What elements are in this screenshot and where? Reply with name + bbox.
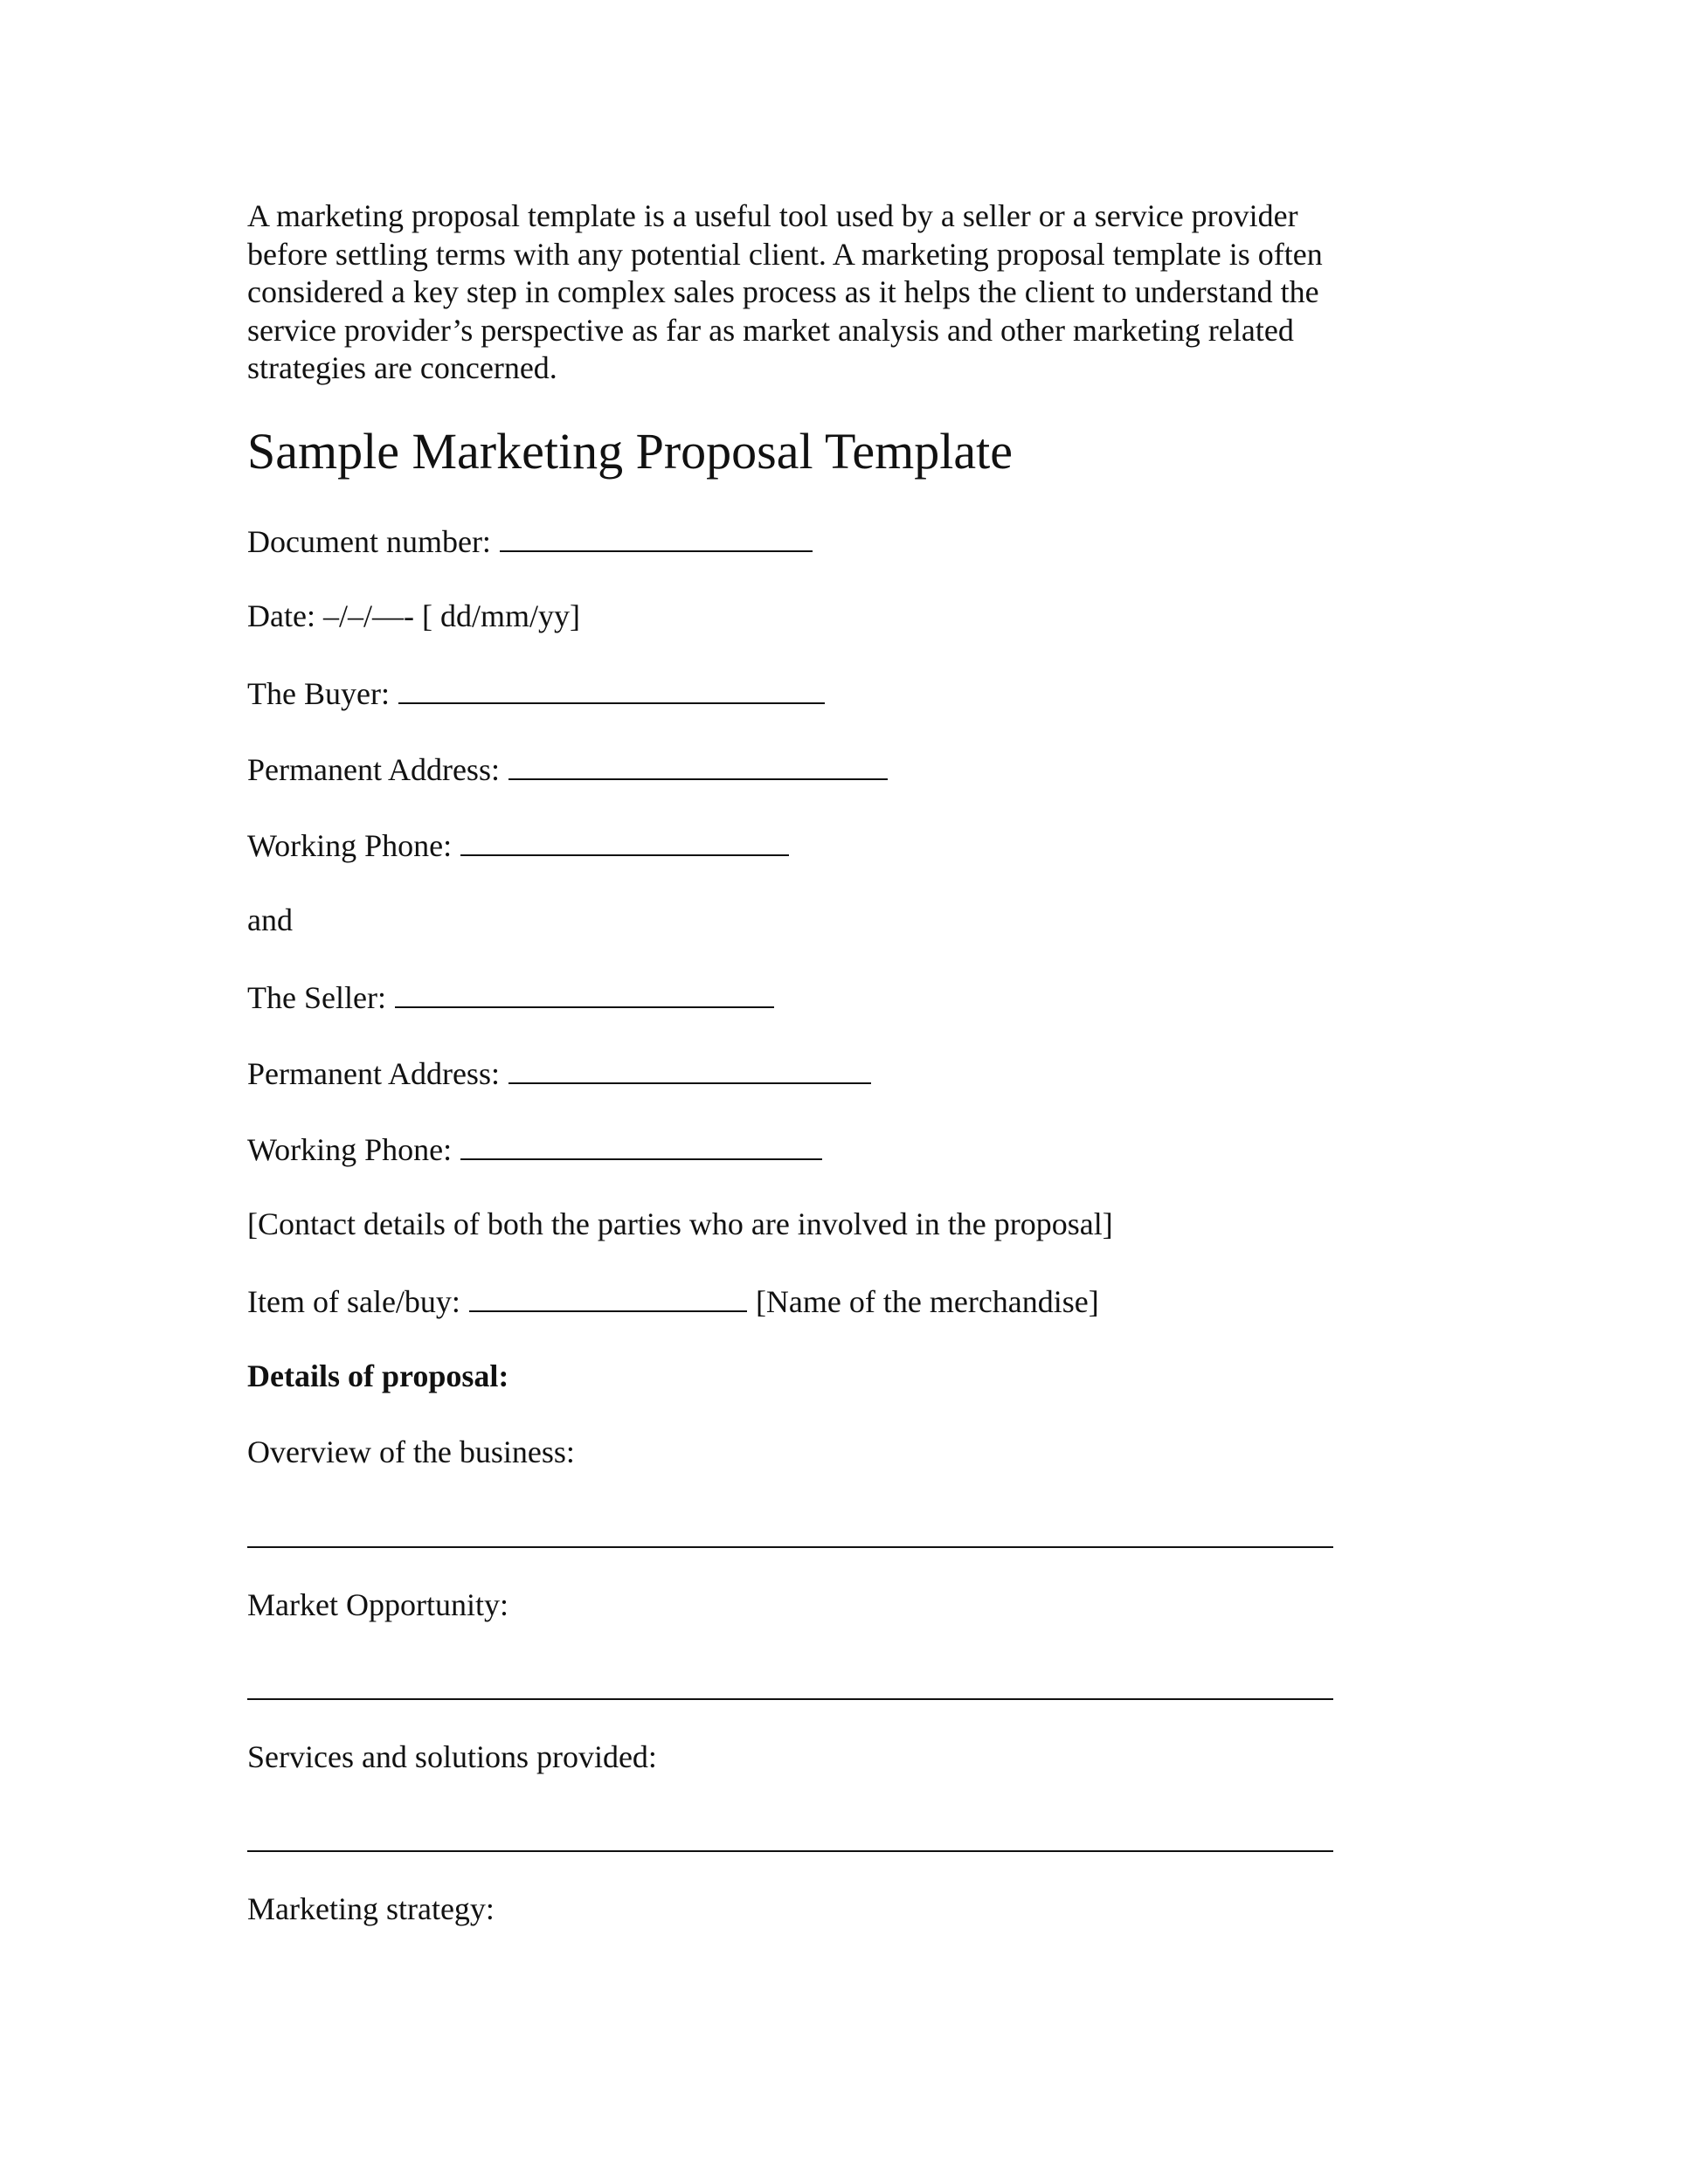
- buyer-address-label: Permanent Address:: [247, 752, 500, 787]
- intro-paragraph: [247, 197, 1470, 388]
- seller-address-blank[interactable]: [508, 1053, 871, 1084]
- services-label: Services and solutions provided:: [247, 1739, 657, 1774]
- document-number-blank[interactable]: [500, 521, 813, 552]
- intro-line: strategies are concerned.: [247, 350, 557, 385]
- buyer-phone-label: Working Phone:: [247, 828, 453, 863]
- strategy-label: Marketing strategy:: [247, 1891, 495, 1926]
- and-row: [247, 901, 293, 939]
- details-heading: Details of proposal:: [247, 1358, 509, 1393]
- seller-phone-label: Working Phone:: [247, 1132, 453, 1167]
- seller-address-row: [247, 1053, 871, 1093]
- services-answer-line[interactable]: [247, 1850, 1333, 1852]
- document-number-row: [247, 521, 813, 561]
- and-text: and: [247, 902, 293, 937]
- intro-line: before settling terms with any potential client. A marketing proposal template is often: [247, 236, 1323, 272]
- buyer-phone-blank[interactable]: [460, 825, 789, 856]
- overview-label: Overview of the business:: [247, 1434, 575, 1469]
- item-hint: [Name of the merchandise]: [755, 1284, 1099, 1319]
- document-number-label: Document number:: [247, 524, 491, 559]
- item-row: [247, 1281, 1099, 1321]
- item-blank[interactable]: [469, 1281, 747, 1312]
- seller-blank[interactable]: [395, 977, 774, 1008]
- intro-line: service provider’s perspective as far as market analysis and other marketing related: [247, 312, 1294, 348]
- buyer-phone-row: [247, 825, 789, 865]
- seller-phone-blank[interactable]: [460, 1129, 822, 1160]
- seller-label: The Seller:: [247, 980, 386, 1015]
- market-label: Market Opportunity:: [247, 1587, 508, 1622]
- intro-line: A marketing proposal template is a useful tool used by a seller or a service provider: [247, 198, 1298, 233]
- intro-line: considered a key step in complex sales process as it helps the client to understand the: [247, 274, 1319, 309]
- overview-answer-line[interactable]: [247, 1546, 1333, 1548]
- contact-note: [Contact details of both the parties who are involved in the proposal]: [247, 1206, 1113, 1241]
- buyer-address-blank[interactable]: [508, 749, 888, 780]
- buyer-address-row: [247, 749, 888, 789]
- seller-row: [247, 977, 774, 1017]
- seller-phone-row: [247, 1129, 822, 1169]
- buyer-blank[interactable]: [398, 673, 825, 704]
- buyer-row: [247, 673, 825, 713]
- date-label: Date: –/–/—- [ dd/mm/yy]: [247, 598, 580, 633]
- buyer-label: The Buyer:: [247, 676, 390, 711]
- date-row: [247, 597, 580, 635]
- contact-note-row: [247, 1205, 1113, 1243]
- item-label: Item of sale/buy:: [247, 1284, 460, 1319]
- page-title: Sample Marketing Proposal Template: [247, 423, 1013, 480]
- seller-address-label: Permanent Address:: [247, 1056, 500, 1091]
- market-answer-line[interactable]: [247, 1698, 1333, 1700]
